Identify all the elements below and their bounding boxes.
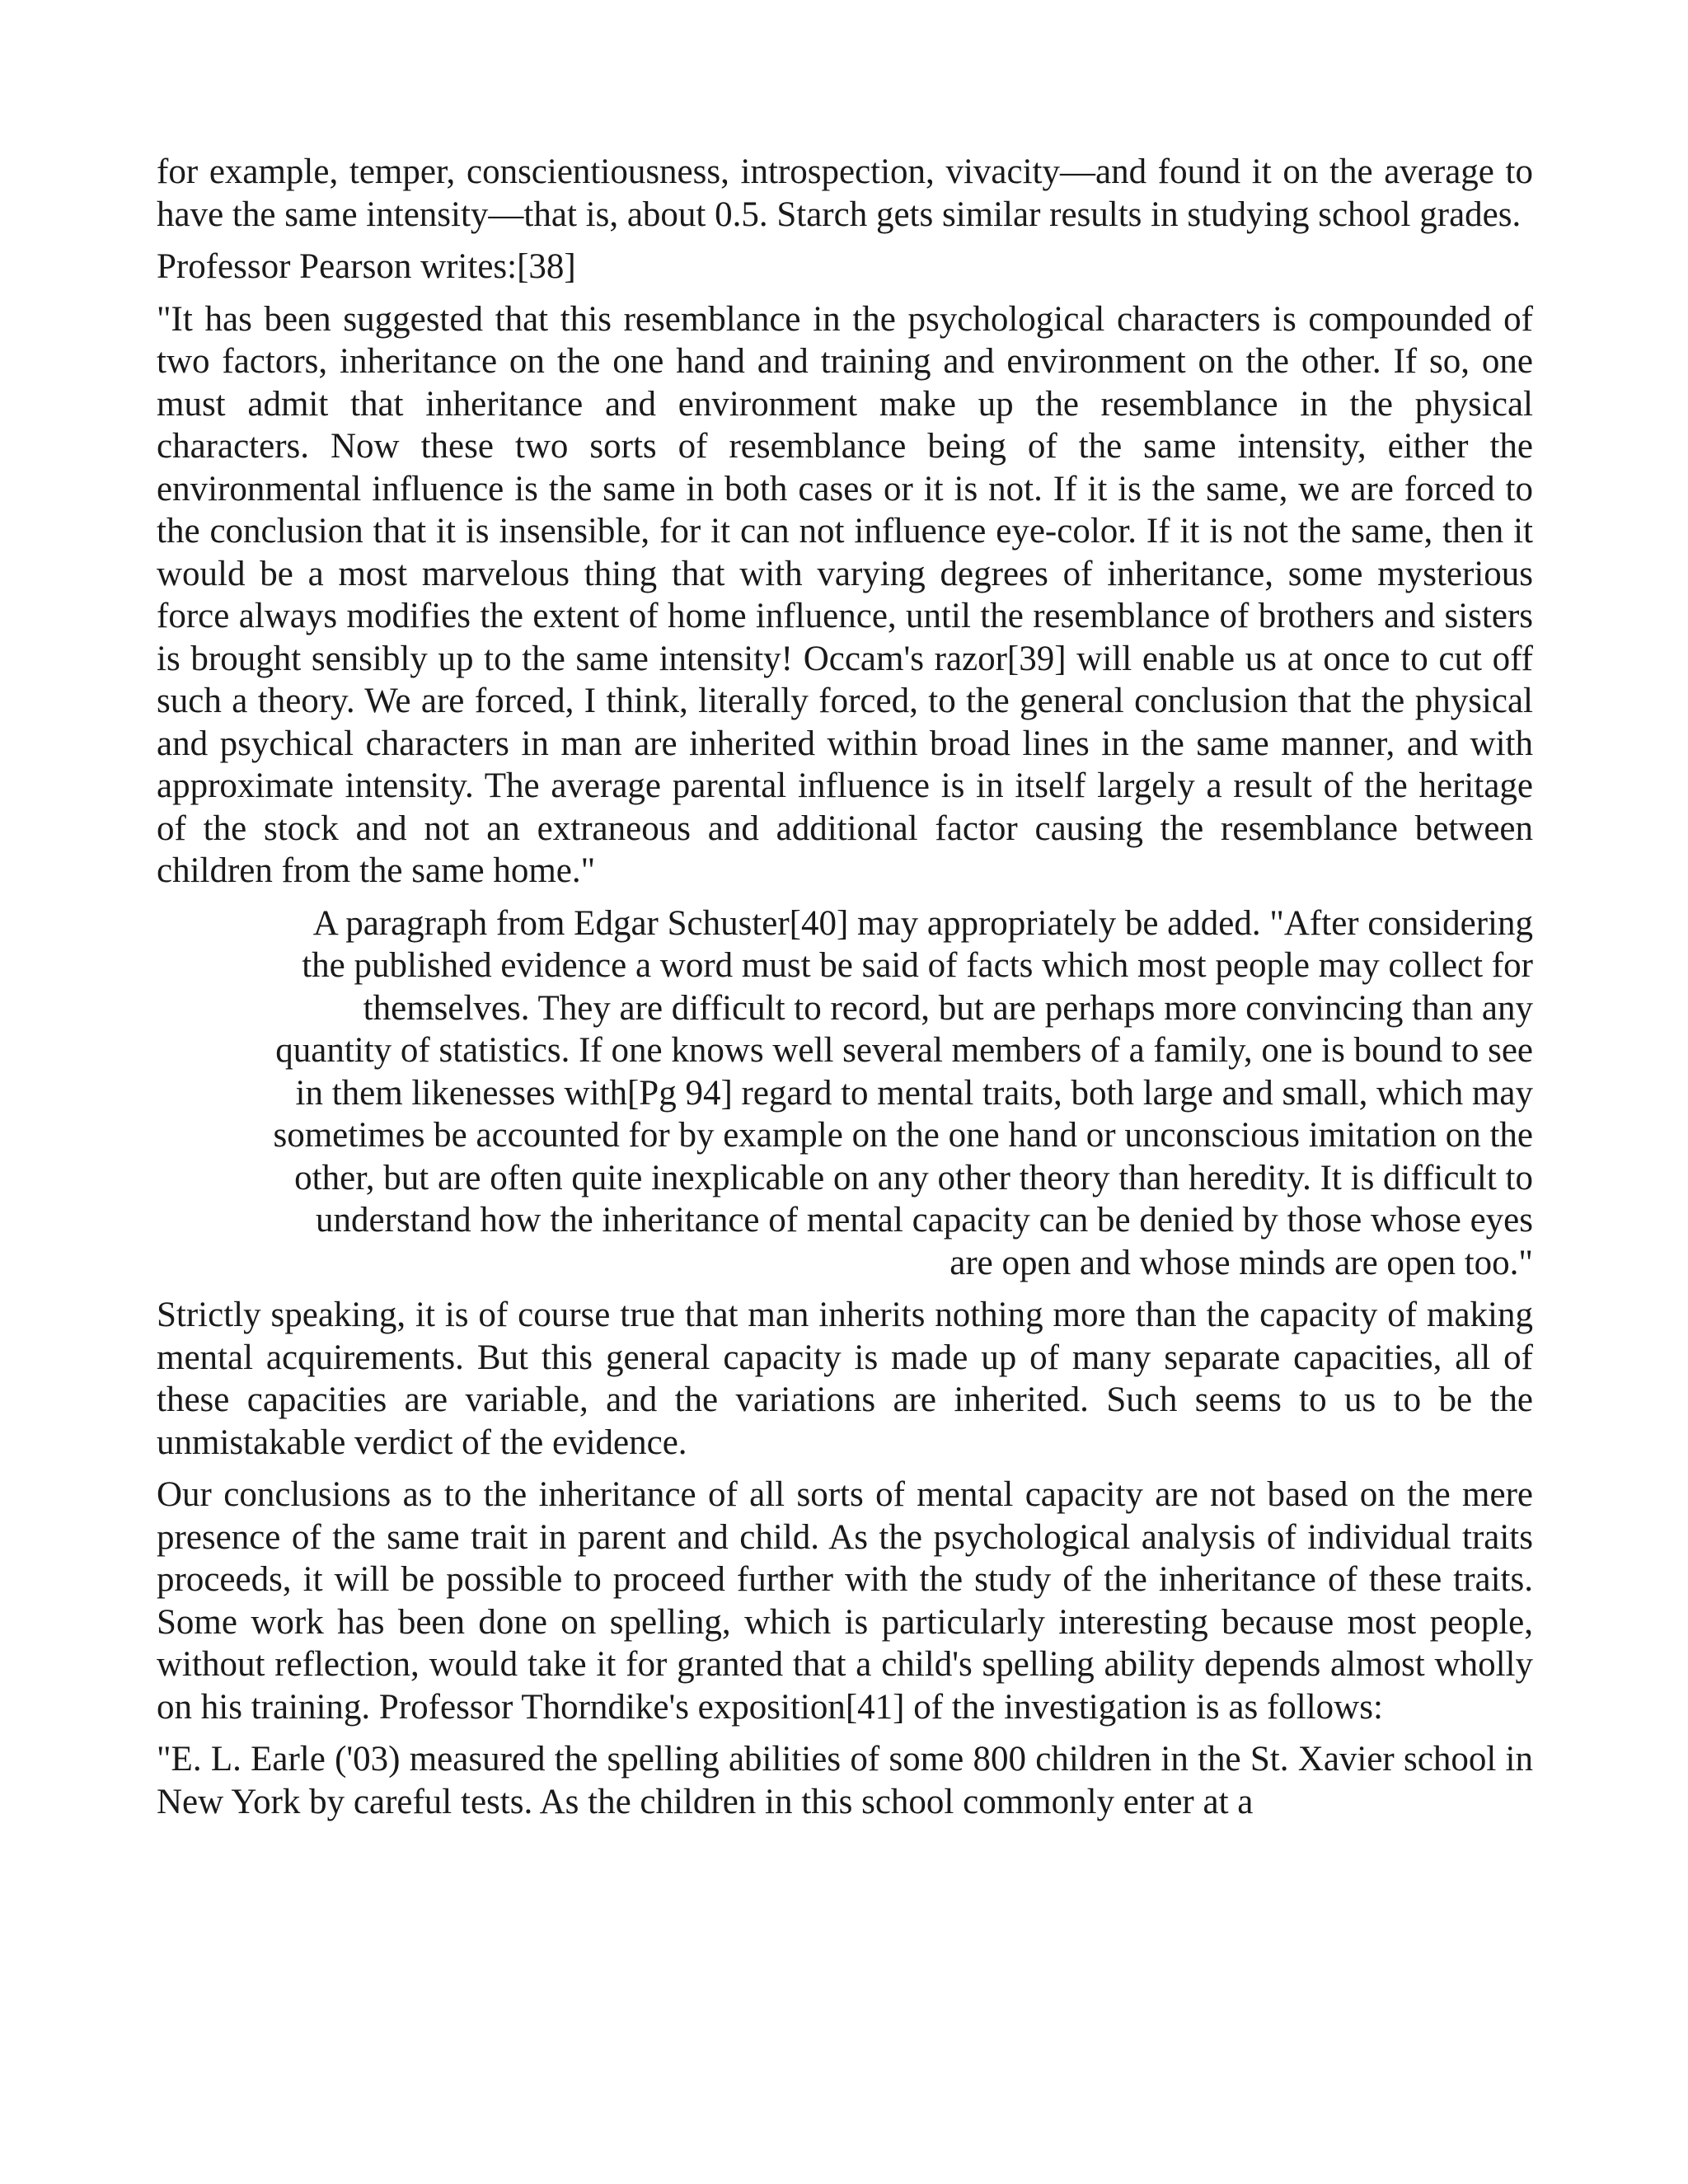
schuster-quote-line: sometimes be accounted for by example on the one hand or unconscious imitation on the bbox=[273, 1116, 1533, 1155]
schuster-quote-line: themselves. They are difficult to record, but are perhaps more convincing than any bbox=[363, 988, 1533, 1028]
schuster-quote-line: are open and whose minds are open too." bbox=[950, 1243, 1533, 1282]
paragraph-pearson-intro: Professor Pearson writes:[38] bbox=[157, 247, 576, 286]
paragraph-strictly-speaking: Strictly speaking, it is of course true that man inherits nothing more than the capacity of making mental acquirements. But this general capacity is made up of many separate capacities, all of these capacities are variable, and the variations are inherited. Such seems to us to be the unmistakable verdict of the evidence. bbox=[157, 1296, 1533, 1462]
paragraph-pearson-quote: "It has been suggested that this resemblance in the psychological characters is compounded of two factors, inheritance on the one hand and training and environment on the other. If so, one must admit that inheritance and environment make up the resemblance in the physical characters. Now these two sorts of resemblance being of the same intensity, either the environmental influence is the same in both cases or it is not. If it is the same, we are forced to the conclusion that it is insensible, for it can not influence eye-color. If it is not the same, then it would be a most marvelous thing that with varying degrees of inheritance, some mysterious force always modifies the extent of home influence, until the resemblance of brothers and sisters is brought sensibly up to the same intensity! Occam's razor[39] will enable us at once to cut off such a theory. We are forced, I think, literally forced, to the general conclusion that the physical and psychical characters in man are inherited within broad lines in the same manner, and with approximate intensity. The average parental influence is in itself largely a result of the heritage of the stock and not an extraneous and additional factor causing the resemblance between children from the same home." bbox=[157, 299, 1533, 890]
schuster-quote-line: A paragraph from Edgar Schuster[40] may appropriately be added. "After considering bbox=[312, 903, 1533, 943]
document-page bbox=[157, 151, 1533, 1833]
schuster-quote-line: the published evidence a word must be said of facts which most people may collect for bbox=[302, 946, 1533, 985]
paragraph-schuster-quote bbox=[157, 902, 1533, 1285]
schuster-quote-line: understand how the inheritance of mental capacity can be denied by those whose eyes bbox=[316, 1201, 1533, 1240]
paragraph-earle-quote: "E. L. Earle ('03) measured the spelling abilities of some 800 children in the St. Xavier school in New York by careful tests. As the children in this school commonly enter at a bbox=[157, 1740, 1533, 1821]
schuster-quote-line: quantity of statistics. If one knows well several members of a family, one is bound to see bbox=[275, 1031, 1533, 1070]
paragraph-temper-results: for example, temper, conscientiousness, introspection, vivacity—and found it on the average to have the same intensity—that is, about 0.5. Starch gets similar results in studying school grades. bbox=[157, 152, 1533, 234]
paragraph-our-conclusions: Our conclusions as to the inheritance of all sorts of mental capacity are not based on the mere presence of the same trait in parent and child. As the psychological analysis of individual traits proceeds, it will be possible to proceed further with the study of the inheritance of these traits. Some work has been done on spelling, which is particularly interesting because most people, without reflection, would take it for granted that a child's spelling ability depends almost wholly on his training. Professor Thorndike's exposition[41] of the investigation is as follows: bbox=[157, 1475, 1533, 1727]
schuster-quote-line: in them likenesses with[Pg 94] regard to mental traits, both large and small, which may bbox=[295, 1073, 1533, 1113]
schuster-quote-line: other, but are often quite inexplicable on any other theory than heredity. It is difficult to bbox=[294, 1158, 1533, 1197]
